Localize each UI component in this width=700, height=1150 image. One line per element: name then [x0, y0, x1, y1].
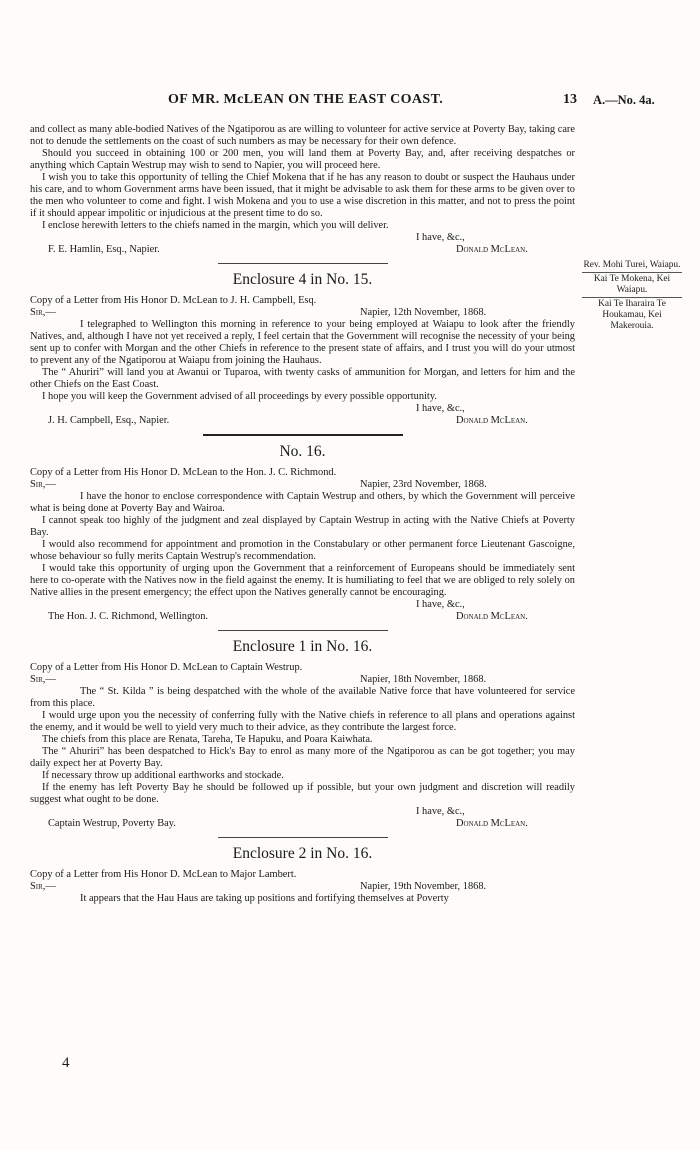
paragraph: and collect as many able-bodied Natives of the Ngatiporou as are willing to volunteer for active service at Poverty Bay, taking care not to denude the settlements on the coast of such numbers as may be necessary for their own defence.	[30, 124, 575, 147]
section-divider	[218, 630, 388, 631]
signature: Donald McLean.	[456, 415, 528, 426]
paragraph: I would take this opportunity of urging upon the Government that a reinforcement of Europeans should be immediately sent here to co-operate with the Natives now in the field against the enemy. It is humiliating to feel that we are obliged to rely solely on Native allies in the present emergency; the effect upon the Natives generally cannot be encouraging.	[30, 563, 575, 598]
letter-date: Napier, 19th November, 1868.	[360, 881, 487, 892]
printer-signature-mark: 4	[62, 1055, 70, 1071]
paragraph: The “ Ahuriri” has been despatched to Hick's Bay to enrol as many more of the Ngatiporou as can be got together; you may daily expect her at Poverty Bay.	[30, 746, 575, 769]
page-header	[0, 92, 700, 112]
closing: I have, &c.,	[416, 403, 465, 414]
addressee: Captain Westrup, Poverty Bay.	[48, 818, 176, 829]
addressee: F. E. Hamlin, Esq., Napier.	[48, 244, 160, 255]
addressee: The Hon. J. C. Richmond, Wellington.	[48, 611, 209, 622]
copy-line: Copy of a Letter from His Honor D. McLean to J. H. Campbell, Esq.	[30, 295, 317, 306]
main-text-column	[30, 124, 575, 905]
letter-date: Napier, 18th November, 1868.	[360, 674, 487, 685]
letter-date: Napier, 12th November, 1868.	[360, 307, 487, 318]
document-reference: A.—No. 4a.	[593, 93, 655, 107]
paragraph: I hope you will keep the Government advised of all proceedings by every possible opportunity.	[42, 391, 437, 402]
signature: Donald McLean.	[456, 818, 528, 829]
paragraph: I would also recommend for appointment and promotion in the Constabulary or other permanent force Lieutenant Gascoigne, whose behaviour so fully merits Captain Westrup's recommendation.	[30, 539, 575, 562]
section-heading: Enclosure 2 in No. 16.	[232, 845, 373, 862]
salutation: Sir,—	[30, 307, 56, 318]
paragraph: The chiefs from this place are Renata, Tareha, Te Hapuku, and Poara Kaiwhata.	[42, 734, 373, 745]
addressee: J. H. Campbell, Esq., Napier.	[48, 415, 170, 426]
salutation: Sir,—	[30, 674, 56, 685]
signature: Donald McLean.	[456, 244, 528, 255]
signature: Donald McLean.	[456, 611, 528, 622]
paragraph: If the enemy has left Poverty Bay he should be followed up if possible, but your own judgment and discretion will readily suggest what ought to be done.	[30, 782, 575, 805]
copy-line: Copy of a Letter from His Honor D. McLean to Captain Westrup.	[30, 662, 303, 673]
closing: I have, &c.,	[416, 806, 465, 817]
running-title: OF MR. McLEAN ON THE EAST COAST.	[168, 92, 444, 107]
copy-line: Copy of a Letter from His Honor D. McLean to the Hon. J. C. Richmond.	[30, 467, 337, 478]
salutation: Sir,—	[30, 881, 56, 892]
paragraph: I enclose herewith letters to the chiefs named in the margin, which you will deliver.	[42, 220, 389, 231]
paragraph: I cannot speak too highly of the judgment and zeal displayed by Captain Westrup in acting with the Native Chiefs at Poverty Bay.	[30, 515, 575, 538]
paragraph: I would urge upon you the necessity of conferring fully with the Native chiefs in reference to all plans and operations against the enemy, and it would be well to yield very much to their advice, as they contribute the largest force.	[30, 710, 575, 733]
paragraph: Should you succeed in obtaining 100 or 200 men, you will land them at Poverty Bay, and, after receiving despatches or anything which Captain Westrup may wish to send to Napier, you will proceed here.	[30, 148, 575, 171]
margin-note-item: Rev. Mohi Turei, Waiapu.	[582, 260, 682, 273]
paragraph: If necessary throw up additional earthworks and stockade.	[42, 770, 284, 781]
copy-line: Copy of a Letter from His Honor D. McLean to Major Lambert.	[30, 869, 297, 880]
paragraph: It appears that the Hau Haus are taking up positions and fortifying themselves at Poverty	[80, 893, 449, 904]
paragraph: I have the honor to enclose correspondence with Captain Westrup and others, by which the Government will perceive what is being done at Poverty Bay and Wairoa.	[30, 491, 575, 514]
section-divider	[203, 434, 403, 436]
section-heading: Enclosure 4 in No. 15.	[232, 271, 373, 288]
section-heading: Enclosure 1 in No. 16.	[232, 638, 373, 655]
section-divider	[218, 263, 388, 264]
page-number: 13	[563, 92, 577, 107]
paragraph: I wish you to take this opportunity of telling the Chief Mokena that if he has any reason to doubt or suspect the Hauhaus under his care, and to whom Government arms have been issued, that it might be advisable to ask them for these arms to be given over to the men who volunteer to come and fight. I wish Mokena and you to use a wise discretion in this matter, and not to press the point if it should appear impolitic or injudicious at the present time to do so.	[30, 172, 575, 219]
salutation: Sir,—	[30, 479, 56, 490]
letter-date: Napier, 23rd November, 1868.	[360, 479, 487, 490]
paragraph: I telegraphed to Wellington this morning in reference to your being employed at Waiapu to look after the friendly Natives, and, although I have not yet received a reply, I feel certain that the Government will recognise the necessity of your being sent up to confer with Morgan and the other Chiefs in reference to the present state of affairs, and I trust you will do your utmost to prevent any of the Ngatiporou at Waiapu from joining the Hauhaus.	[30, 319, 575, 366]
margin-note-item: Kai Te Mokena, Kei Waiapu.	[582, 274, 682, 298]
section-divider	[218, 837, 388, 838]
paragraph: The “ Ahuriri” will land you at Awanui or Tuparoa, with twenty casks of ammunition for Morgan, and letters for him and the other Chiefs on the East Coast.	[30, 367, 575, 390]
section-heading: No. 16.	[279, 443, 326, 460]
paragraph: The “ St. Kilda ” is being despatched with the whole of the available Native force that have volunteered for service from this place.	[30, 686, 575, 709]
margin-note-recipients	[582, 260, 682, 334]
closing: I have, &c.,	[416, 232, 465, 243]
margin-note-item: Kai Te Iharaira Te Houkamau, Kei Makerouia.	[598, 299, 666, 331]
closing: I have, &c.,	[416, 599, 465, 610]
